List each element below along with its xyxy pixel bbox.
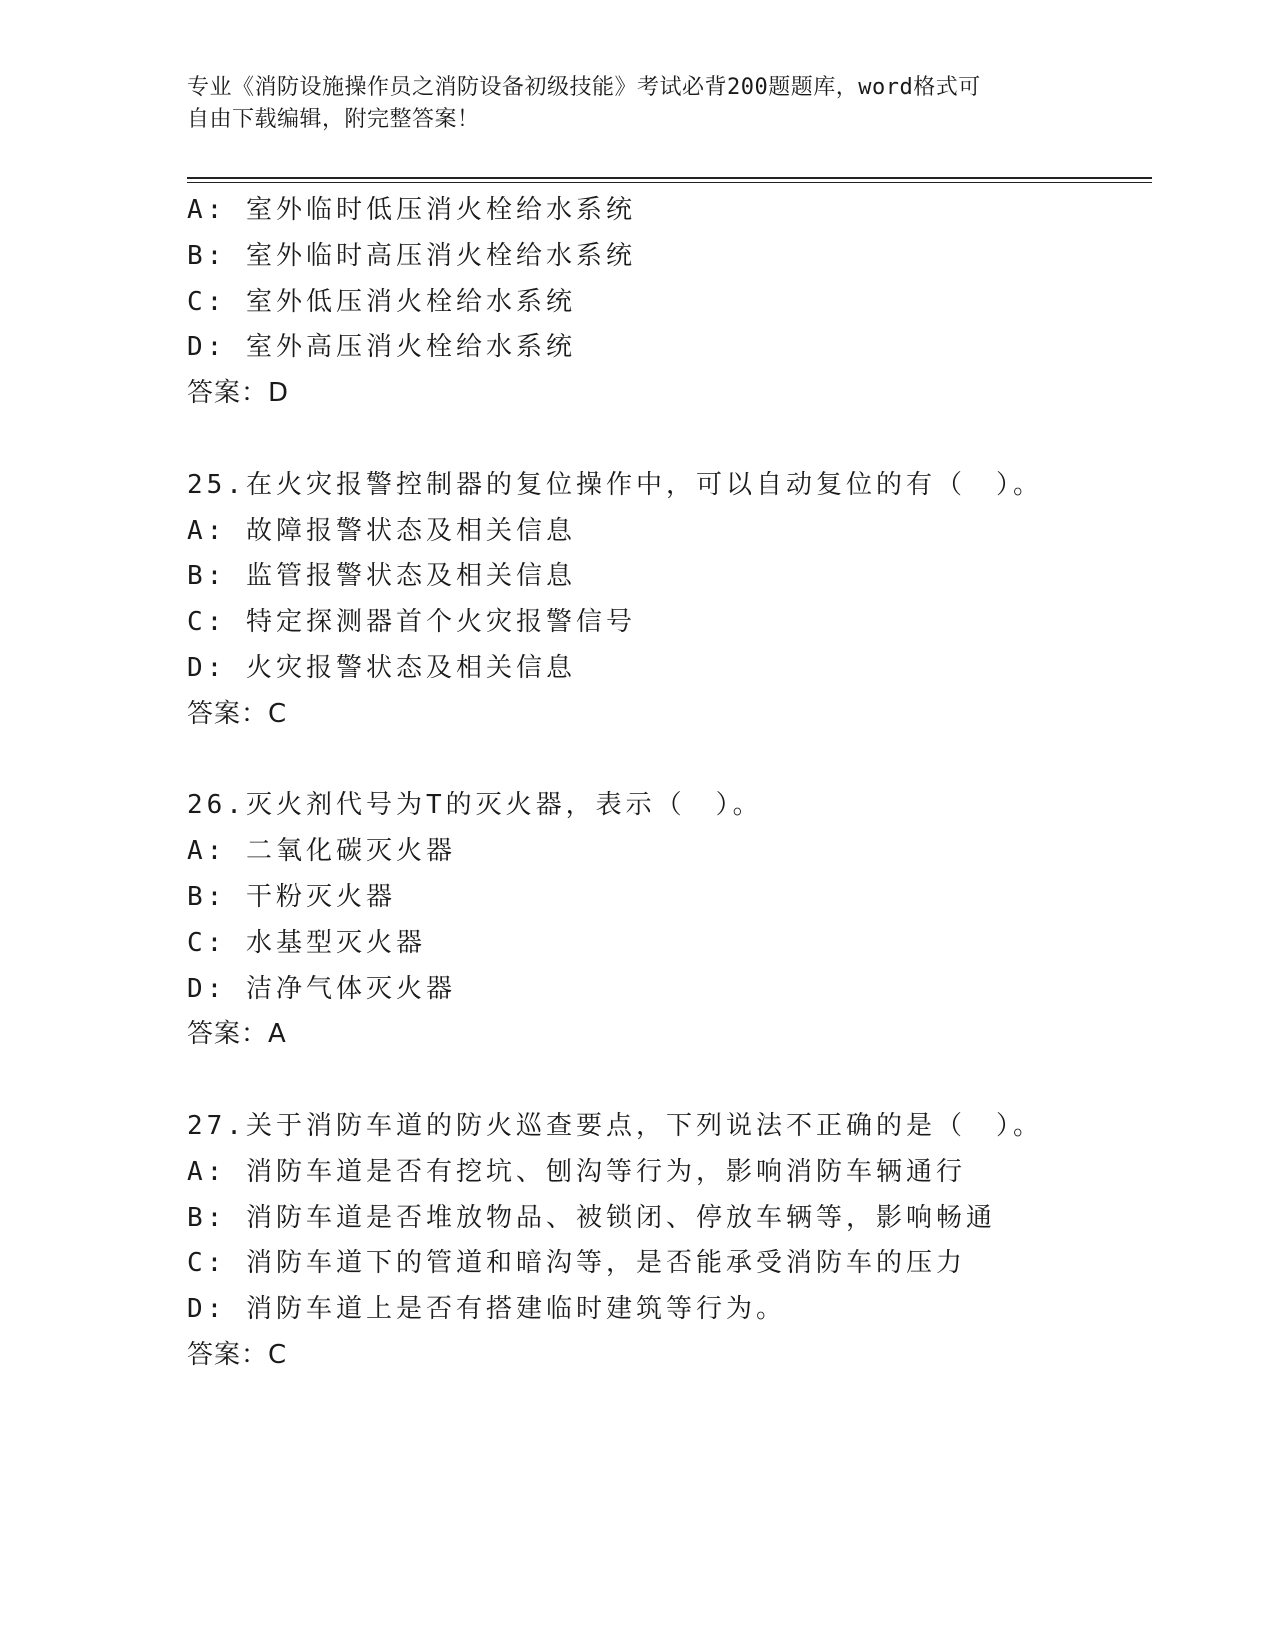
- answer: 答案：A: [187, 1019, 287, 1050]
- question-25: [187, 463, 1167, 738]
- document-header: [187, 72, 1067, 136]
- header-divider-thick: [187, 177, 1152, 179]
- option-b: B: 室外临时高压消火栓给水系统: [187, 240, 636, 271]
- option-d: D: 洁净气体灭火器: [187, 973, 456, 1004]
- question-24-tail: [187, 188, 1167, 417]
- question-27: [187, 1104, 1167, 1379]
- option-a: A: 二氧化碳灭火器: [187, 836, 456, 867]
- question-stem: 27.关于消防车道的防火巡查要点，下列说法不正确的是（ ）。: [187, 1110, 1043, 1141]
- header-line-2: 自由下载编辑，附完整答案！: [187, 107, 480, 132]
- option-c: C: 水基型灭火器: [187, 927, 426, 958]
- option-d: D: 火灾报警状态及相关信息: [187, 652, 576, 683]
- spacer: [187, 738, 1167, 784]
- answer: 答案：C: [187, 1339, 288, 1370]
- option-b: B: 干粉灭火器: [187, 881, 396, 912]
- answer: 答案：D: [187, 378, 290, 409]
- question-list: [187, 188, 1167, 1379]
- option-c: C: 消防车道下的管道和暗沟等，是否能承受消防车的压力: [187, 1248, 966, 1279]
- option-d: D: 室外高压消火栓给水系统: [187, 332, 576, 363]
- question-stem: 26.灭火剂代号为T的灭火器，表示（ ）。: [187, 790, 763, 821]
- question-26: [187, 783, 1167, 1058]
- option-c: C: 特定探测器首个火灾报警信号: [187, 607, 636, 638]
- option-b: B: 监管报警状态及相关信息: [187, 561, 576, 592]
- spacer: [187, 417, 1167, 463]
- option-a: A: 消防车道是否有挖坑、刨沟等行为，影响消防车辆通行: [187, 1156, 966, 1187]
- option-a: A: 故障报警状态及相关信息: [187, 515, 576, 546]
- question-stem: 25.在火灾报警控制器的复位操作中，可以自动复位的有（ ）。: [187, 469, 1043, 500]
- header-line-1: 专业《消防设施操作员之消防设备初级技能》考试必背200题题库，word格式可: [187, 75, 981, 100]
- header-divider-thin: [187, 182, 1152, 183]
- answer: 答案：C: [187, 698, 288, 729]
- option-d: D: 消防车道上是否有搭建临时建筑等行为。: [187, 1294, 786, 1325]
- spacer: [187, 1058, 1167, 1104]
- option-a: A: 室外临时低压消火栓给水系统: [187, 195, 636, 225]
- option-c: C: 室外低压消火栓给水系统: [187, 286, 576, 317]
- option-b: B: 消防车道是否堆放物品、被锁闭、停放车辆等，影响畅通: [187, 1202, 996, 1233]
